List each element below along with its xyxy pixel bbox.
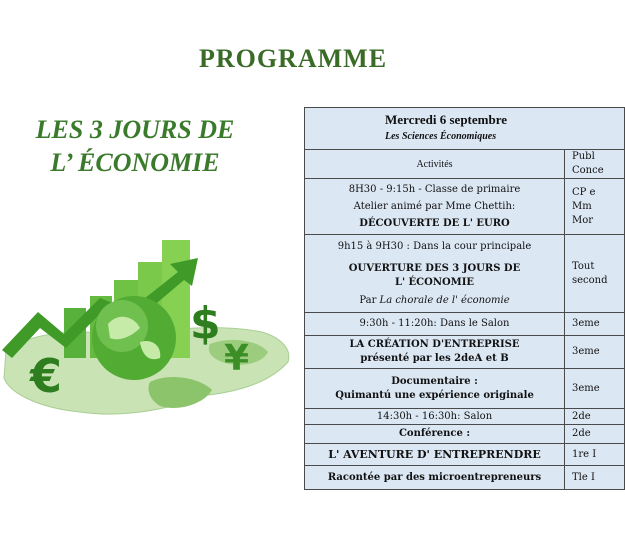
activity-cell bbox=[305, 313, 565, 336]
table-row bbox=[305, 336, 625, 369]
public-cell bbox=[565, 336, 625, 369]
table-row bbox=[305, 466, 625, 490]
table-row bbox=[305, 179, 625, 235]
event-title-line-1: LES 3 JOURS DE bbox=[35, 115, 235, 144]
activity-cell bbox=[305, 336, 565, 369]
activity-title-2: L' ÉCONOMIE bbox=[394, 276, 475, 288]
activity-cell bbox=[305, 466, 565, 490]
activity-cell bbox=[305, 179, 565, 235]
yen-symbol: ¥ bbox=[224, 338, 250, 379]
activity-type: Documentaire : bbox=[391, 375, 478, 387]
column-public-line-2: Conce bbox=[572, 165, 604, 176]
event-title-line-2: L’ ÉCONOMIE bbox=[50, 148, 220, 177]
activity-by bbox=[305, 294, 564, 308]
schedule-day: Mercredi 6 septembre bbox=[385, 112, 508, 127]
public-line: 1re I bbox=[572, 448, 597, 460]
public-cell bbox=[565, 466, 625, 490]
activity-title: LA CRÉATION D'ENTREPRISE bbox=[349, 339, 520, 350]
activity-by-prefix: Par bbox=[359, 294, 380, 306]
public-line: 3eme bbox=[572, 346, 600, 357]
public-line: Mm bbox=[572, 200, 592, 212]
public-cell bbox=[565, 235, 625, 313]
table-row bbox=[305, 425, 625, 444]
activity-cell bbox=[305, 425, 565, 444]
activity-cell bbox=[305, 409, 565, 425]
activity-cell bbox=[305, 444, 565, 466]
public-cell bbox=[565, 369, 625, 409]
public-line: 2de bbox=[572, 410, 591, 422]
event-title bbox=[0, 113, 274, 179]
activity-time: 9:30h - 11:20h: Dans le Salon bbox=[359, 318, 510, 329]
activity-cell bbox=[305, 235, 565, 313]
programme-heading: PROGRAMME bbox=[198, 44, 388, 73]
activity-title: L' AVENTURE D' ENTREPRENDRE bbox=[328, 447, 541, 461]
table-row bbox=[305, 409, 625, 425]
public-line: 3eme bbox=[572, 382, 600, 394]
schedule-table bbox=[304, 107, 625, 490]
public-line: Tout bbox=[572, 260, 595, 272]
activity-time: 14:30h - 16:30h: Salon bbox=[376, 410, 493, 422]
column-activities: Activités bbox=[305, 150, 565, 179]
activity-cell bbox=[305, 369, 565, 409]
public-line: Tle I bbox=[572, 471, 595, 483]
euro-symbol: € bbox=[30, 349, 63, 403]
activity-title: OUVERTURE DES 3 JOURS DE bbox=[348, 262, 521, 274]
activity-detail: Atelier animé par Mme Chettih: bbox=[353, 200, 516, 212]
schedule-theme: Les Sciences Économiques bbox=[385, 131, 497, 142]
activity-time: 9h15 à 9H30 : Dans la cour principale bbox=[337, 240, 532, 252]
public-line: 2de bbox=[572, 428, 591, 439]
dollar-symbol: $ bbox=[190, 298, 221, 349]
public-cell bbox=[565, 444, 625, 466]
public-line: Mor bbox=[572, 214, 594, 226]
economy-globe-illustration bbox=[0, 232, 296, 437]
public-line: second bbox=[572, 274, 608, 286]
column-public bbox=[565, 150, 625, 179]
public-line: CP e bbox=[572, 186, 596, 198]
table-row bbox=[305, 369, 625, 409]
table-row bbox=[305, 235, 625, 313]
column-public-line-1: Publ bbox=[572, 151, 595, 162]
public-cell bbox=[565, 179, 625, 235]
table-row bbox=[305, 313, 625, 336]
activity-detail: Racontée par des microentrepreneurs bbox=[327, 471, 542, 483]
schedule-day-cell bbox=[305, 108, 625, 150]
public-cell bbox=[565, 409, 625, 425]
activity-time: 8H30 - 9:15h - Classe de primaire bbox=[348, 183, 521, 195]
activity-title: Quimantú une expérience originale bbox=[335, 389, 534, 401]
activity-by-name: La chorale de l' économie bbox=[379, 294, 510, 306]
public-cell bbox=[565, 425, 625, 444]
public-cell bbox=[565, 313, 625, 336]
table-row bbox=[305, 444, 625, 466]
schedule-header-day-row bbox=[305, 108, 625, 150]
activity-title: DÉCOUVERTE DE L' EURO bbox=[359, 217, 510, 229]
schedule-columns-row bbox=[305, 150, 625, 179]
activity-detail: présenté par les 2deA et B bbox=[360, 353, 509, 364]
activity-type: Conférence : bbox=[398, 428, 471, 439]
public-line: 3eme bbox=[572, 318, 600, 329]
